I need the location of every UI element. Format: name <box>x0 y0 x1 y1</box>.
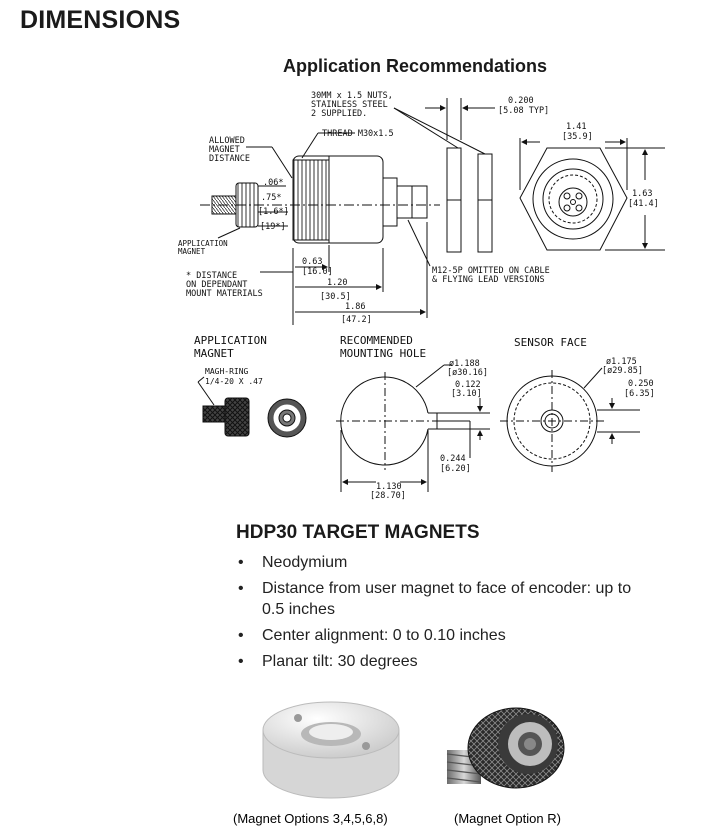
sensor-face-drawing <box>500 368 640 472</box>
sensor-face-title: SENSOR FACE <box>514 336 587 349</box>
dim-186: 1.86 <box>345 302 366 312</box>
app-magnet-title-2: MAGNET <box>194 347 234 360</box>
screw-note: 1/4-20 X .47 <box>205 377 263 386</box>
dim-063: 0.63 <box>302 257 323 267</box>
bullet-text: Center alignment: 0 to 0.10 inches <box>262 627 506 644</box>
bullet-glyph: • <box>238 580 244 597</box>
white-ring-magnet-image <box>263 702 399 798</box>
dim-120: 1.20 <box>327 278 348 288</box>
distance-note-1: * DISTANCE <box>186 271 238 281</box>
dim-19: [19*] <box>260 222 286 232</box>
app-magnet-view-labels <box>194 334 267 386</box>
magnet-photos <box>0 690 713 839</box>
dim-120-mm: [30.5] <box>320 292 351 302</box>
bullet-glyph: • <box>238 554 244 571</box>
bullet-text: Neodymium <box>262 554 348 571</box>
caption-magnet-options: (Magnet Options 3,4,5,6,8) <box>233 811 388 826</box>
list-item <box>236 578 656 620</box>
dim-1130: 1.130 <box>376 482 402 492</box>
nuts-note-3: 2 SUPPLIED. <box>311 109 368 119</box>
target-magnets-list <box>236 552 656 677</box>
dim-0122: 0.122 <box>455 380 481 390</box>
dim-163: 1.63 <box>632 189 653 199</box>
bullet-text: Distance from user magnet to face of encoder: up to 0.5 inches <box>262 580 632 618</box>
app-magnet-label-1: APPLICATION <box>178 239 228 248</box>
target-magnets-title: HDP30 TARGET MAGNETS <box>236 522 480 543</box>
list-item <box>236 625 656 646</box>
thread-note: THREAD M30x1.5 <box>322 129 394 139</box>
dim-75: .75* <box>261 193 282 203</box>
bullet-glyph: • <box>238 653 244 670</box>
allowed-magnet-1: ALLOWED <box>209 136 245 146</box>
list-item <box>236 651 656 672</box>
dim-0244-mm: [6.20] <box>440 464 471 474</box>
dim-1130-mm: [28.70] <box>370 491 406 500</box>
mounting-hole-dia: ø1.188 <box>449 359 480 369</box>
dim-0122-mm: [3.10] <box>451 389 482 399</box>
dim-06: .06* <box>263 178 284 188</box>
distance-note-2: ON DEPENDANT <box>186 280 248 290</box>
bullet-text: Planar tilt: 30 degrees <box>262 653 418 670</box>
caption-magnet-option-r: (Magnet Option R) <box>454 811 561 826</box>
dim-141-mm: [35.9] <box>562 132 593 142</box>
dim-0200: 0.200 <box>508 96 534 106</box>
mounting-hole-title-2: MOUNTING HOLE <box>340 347 427 360</box>
dim-186-mm: [47.2] <box>341 315 372 325</box>
app-magnet-view <box>198 377 306 437</box>
dim-0244: 0.244 <box>440 454 466 464</box>
app-magnet-label-2: MAGNET <box>178 247 206 256</box>
allowed-magnet-3: DISTANCE <box>209 154 250 164</box>
list-item <box>236 552 656 573</box>
page-heading: DIMENSIONS <box>20 6 181 34</box>
nuts-note-1: 30MM x 1.5 NUTS, <box>311 91 393 101</box>
dim-063-mm: [16.0] <box>302 267 333 277</box>
distance-note-3: MOUNT MATERIALS <box>186 289 263 299</box>
m12-note-2: & FLYING LEAD VERSIONS <box>432 275 545 285</box>
sensor-face-dia: ø1.175 <box>606 357 637 367</box>
app-magnet-title-1: APPLICATION <box>194 334 267 347</box>
dim-141: 1.41 <box>566 122 587 132</box>
dim-1-6: [1.6*] <box>258 207 289 217</box>
knurled-screw-magnet-image <box>447 708 564 788</box>
bullet-glyph: • <box>238 627 244 644</box>
dim-0250: 0.250 <box>628 379 654 389</box>
dim-0200-mm: [5.08 TYP] <box>498 106 550 116</box>
allowed-magnet-2: MAGNET <box>209 145 240 155</box>
magh-ring-label: MAGH-RING <box>205 367 249 376</box>
sensor-face-dia-mm: [ø29.85] <box>602 366 643 376</box>
dim-0250-mm: [6.35] <box>624 389 655 399</box>
dim-163-mm: [41.4] <box>628 199 659 209</box>
drawing-title: Application Recommendations <box>283 56 548 76</box>
mounting-hole-title-1: RECOMMENDED <box>340 334 413 347</box>
nuts-note-2: STAINLESS STEEL <box>311 100 388 110</box>
mounting-hole-dia-mm: [ø30.16] <box>447 368 488 378</box>
m12-note-1: M12-5P OMITTED ON CABLE <box>432 266 550 276</box>
